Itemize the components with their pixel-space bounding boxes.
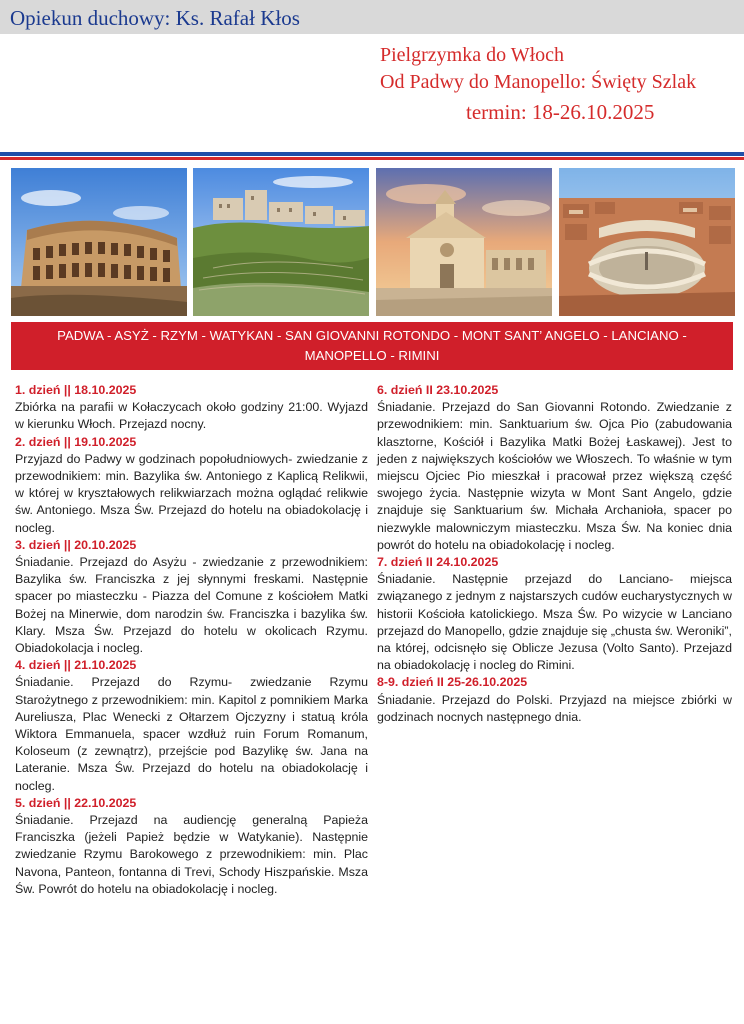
route-line-1: PADWA - ASYŻ - RZYM - WATYKAN - SAN GIOVANNI ROTONDO - MONT SANT’ ANGELO - LANCIANO - [57, 328, 687, 343]
day-description: Śniadanie. Przejazd do San Giovanni Rotondo. Zwiedzanie z przewodnikiem: min. Sanktuarium św. Ojca Pio (zabudowania klasztorne, Kościół i Bazylika Matki Bożej Łaskawej). Jest to jeden z największych kościołów we Włoszech. To właśnie w tym miejscu Ojciec Pio mieszkał i pracował przez większą część swojego życia. Następnie wizyta w Mont Sant Angelo, gdzie znajduje się Sanktuarium św. Michała Archanioła, spacer po niezwykle malowniczym miasteczku. Msza Św. Na koniec dnia powrót do hotelu na obiadokolację i nocleg. [377, 400, 732, 552]
trip-title: Pielgrzymka do Włoch [380, 44, 565, 66]
blue-divider [0, 152, 744, 156]
day-heading: 6. dzień II 23.10.2025 [377, 383, 499, 397]
day-description: Zbiórka na parafii w Kołaczycach około godziny 21:00. Wyjazd w kierunku Włoch. Przejazd nocny. [15, 400, 368, 432]
red-divider [0, 157, 744, 160]
day-heading: 2. dzień || 19.10.2025 [15, 434, 137, 449]
day-description: Śniadanie. Przejazd na audiencję generalną Papieża Franciszka (jeżeli Papież będzie w Watykanie). Następnie zwiedzanie Rzymu Barokowego z przewodnikiem: min. Plac Navona, Panteon, fontanna di Trevi, Schody Hiszpańskie. Msza Św. Powrót do hotelu na obiadokolację i nocleg. [15, 813, 368, 896]
assisi-basilica-photo [376, 168, 552, 316]
title-block [374, 44, 744, 125]
day-heading: 1. dzień || 18.10.2025 [15, 383, 137, 397]
itinerary-left-column [15, 382, 368, 898]
day-heading: 4. dzień || 21.10.2025 [15, 658, 137, 673]
spiritual-guardian: Opiekun duchowy: Ks. Rafał Kłos [10, 6, 300, 30]
colosseum-photo [11, 168, 187, 316]
top-bar [0, 0, 744, 34]
hill-town-photo [193, 168, 369, 316]
day-heading: 3. dzień || 20.10.2025 [15, 537, 137, 552]
itinerary-right-column [377, 382, 732, 726]
trip-subtitle: Od Padwy do Manopello: Święty Szlak [380, 71, 697, 93]
day-heading: 7. dzień II 24.10.2025 [377, 555, 499, 570]
day-description: Śniadanie. Następnie przejazd do Lanciano- miejsca związanego z jednym z najstarszych cudów eucharystycznych w historii Kościoła katolickiego. Msza Św. Po wizycie w Lanciano przejazd do Manopello, gdzie znajduje się „chusta św. Weroniki”, na której, odcisnęło się Oblicze Jezusa (Volto Santo). Przejazd na obiadokolację i nocleg do Rimini. [377, 572, 732, 673]
route-banner [11, 322, 733, 370]
day-description: Śniadanie. Przejazd do Polski. Przyjazd na miejsce zbiórki w godzinach nocnych następnego dnia. [377, 692, 732, 724]
st-peters-square-photo [559, 168, 735, 316]
day-heading: 5. dzień || 22.10.2025 [15, 795, 137, 810]
day-heading: 8-9. dzień II 25-26.10.2025 [377, 675, 528, 690]
route-line-2: MANOPELLO - RIMINI [304, 348, 440, 363]
day-description: Śniadanie. Przejazd do Rzymu- zwiedzanie Rzymu Starożytnego z przewodnikiem: min. Kapitol z pomnikiem Marka Aureliusza, Plac Wenecki z Ołtarzem Ojczyzny i statuą króla Wiktora Emmanuela, spacer wzdłuż ruin Forum Romanum, Koloseum (z zewnątrz), przejście pod Bazylikę św. Jana na Lateranie. Msza Św. Przejazd do hotelu na obiadokolację i nocleg. [15, 675, 368, 793]
day-description: Śniadanie. Przejazd do Asyżu - zwiedzanie z przewodnikiem: Bazylika św. Franciszka z jej słynnymi freskami. Następnie spacer po miasteczku - Piazza del Comune z kościołem Matki Bożej na Minerwie, dom narodzin św. Franciszka i bazylika św. Klary. Msza Św. Przejazd do hotelu w okolicach Rzymu. Obiadokolacja i nocleg. [15, 555, 368, 656]
trip-dates: termin: 18-26.10.2025 [466, 100, 655, 124]
day-description: Przyjazd do Padwy w godzinach popołudniowych- zwiedzanie z przewodnikiem: min. Bazylika św. Antoniego z Kaplicą Relikwii, w której w kryształowych relikwiarzach można oglądać relikwie św. Antoniego. Msza Św. Przejazd do hotelu na obiadokolację i nocleg. [15, 451, 368, 535]
